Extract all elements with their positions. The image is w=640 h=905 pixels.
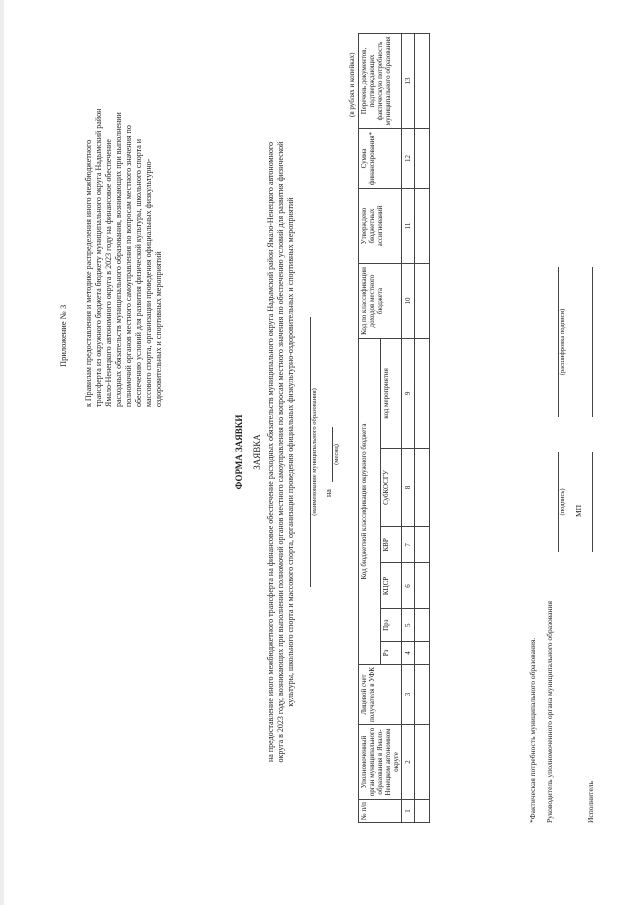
- stamp-place: МП: [574, 504, 583, 517]
- column-number: 11: [402, 189, 415, 264]
- executor-label: Исполнитель: [586, 781, 595, 823]
- column-number: 3: [402, 665, 415, 725]
- column-number: 10: [402, 264, 415, 339]
- municipality-caption: (наименование муниципального образования): [311, 388, 318, 516]
- decode-caption: (расшифровка подписи): [559, 308, 566, 376]
- column-number: 7: [402, 527, 415, 563]
- table-cell: [415, 609, 430, 641]
- table-cell: [415, 129, 430, 189]
- month-prefix: на: [324, 489, 333, 497]
- executor-line: [592, 452, 593, 552]
- table-cell: [415, 339, 430, 449]
- header-docs: Перечень документов, подтверждающих фактическую потребность муниципального образования: [359, 34, 402, 129]
- request-title: ЗАЯВКА: [252, 434, 262, 470]
- header-kvr: КВР: [380, 527, 402, 563]
- header-sum: Сумма финансирования*: [359, 129, 402, 189]
- executor-line: [592, 267, 593, 417]
- column-number: 12: [402, 129, 415, 189]
- form-title: ФОРМА ЗАЯВКИ: [234, 414, 244, 490]
- header-prz: Прз: [380, 609, 402, 641]
- table-cell: [415, 641, 430, 664]
- header-organ: Уполномоченный орган муниципального образования в Ямало-Ненецком автономном округе: [359, 725, 402, 800]
- column-number: 5: [402, 609, 415, 641]
- scan-edge: [0, 0, 4, 905]
- header-code-group: Код бюджетной классификации окружного бюджета: [359, 339, 381, 665]
- appendix-text: к Правилам предоставления и методике распределения иного межбюджетного трансферта из окружного бюджета бюджету муниципального округа Надымский район Ямало-Ненецкого автономного округа в 2023 году на финансовое обеспечение расходных обязательств муниципального образования, возникающих при выполнении полномочий органов местного самоуправления по вопросам местного значения по обеспечению условий для развития физической культуры, школьного спорта и массового спорта, организации проведения официальных физкультурно-оздоровительных и спортивных мероприятий: [84, 108, 163, 407]
- table-cell: [415, 665, 430, 725]
- header-csr: КЦСР: [380, 563, 402, 609]
- footnote: *Фактическая потребность муниципального образования.: [528, 637, 537, 823]
- column-number: 4: [402, 641, 415, 664]
- table-cell: [415, 448, 430, 527]
- head-label: Руководитель уполномоченного органа муниципального образования: [545, 601, 554, 823]
- table-cell: [415, 527, 430, 563]
- column-number: 8: [402, 448, 415, 527]
- column-number: 2: [402, 725, 415, 800]
- header-kosgu: СубКОСГУ: [380, 448, 402, 527]
- header-account: Лицевой счет получателя в УФК: [359, 665, 402, 725]
- table-cell: [415, 800, 430, 823]
- table-header-row: [359, 34, 381, 823]
- table-cell: [415, 34, 430, 129]
- table-cell: [415, 725, 430, 800]
- header-num: № п/п: [359, 800, 402, 823]
- signature-caption: (подпись): [559, 488, 566, 516]
- appendix-title: Приложение № 3: [58, 304, 68, 367]
- column-number: 13: [402, 34, 415, 129]
- column-number: 9: [402, 339, 415, 449]
- column-number: 1: [402, 800, 415, 823]
- rotated-content: [40, 17, 600, 887]
- request-table: [358, 33, 430, 823]
- table-cell: [415, 264, 430, 339]
- table-cell: [415, 563, 430, 609]
- header-local-code: Код по классификации доходов местного бюджета: [359, 264, 402, 339]
- header-approved: Утверждено бюджетных ассигнований: [359, 189, 402, 264]
- header-event: код мероприятия: [380, 339, 402, 449]
- month-caption: (месяц): [333, 444, 340, 465]
- column-number-row: [402, 34, 415, 823]
- table-cell: [415, 189, 430, 264]
- request-purpose: на предоставление иного межбюджетного трансферта на финансовое обеспечение расходных обязательств муниципального округа Надымский район Ямало-Ненецкого автономного округа в 2023 году, возникающих при выполнении полномочий органов местного самоуправления по вопросам местного значения по обеспечению условий для развития физической культуры, школьного спорта и массового спорта, организации проведения официальных физкультурно-оздоровительных и спортивных мероприятий: [266, 141, 295, 763]
- header-rz: Рз: [380, 641, 402, 664]
- units-note: (в рублях и копейках): [348, 52, 356, 117]
- column-number: 6: [402, 563, 415, 609]
- table-empty-row: [415, 34, 430, 823]
